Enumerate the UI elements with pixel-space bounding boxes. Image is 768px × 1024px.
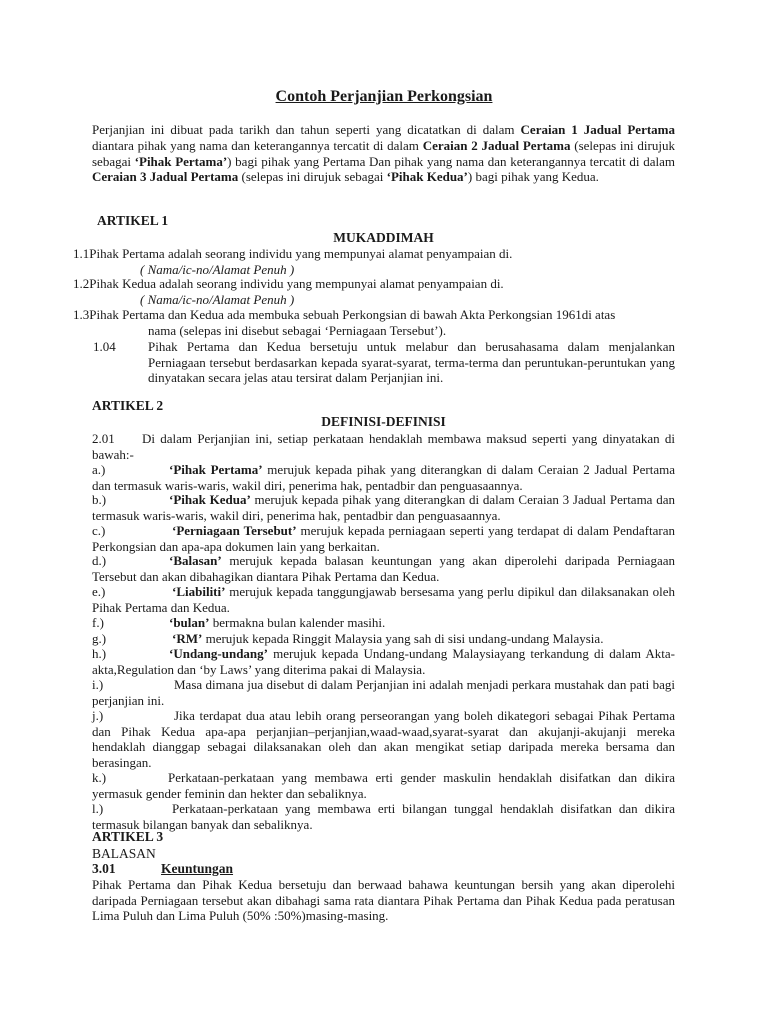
item-text: Perkataan-perkataan yang membawa erti gender maskulin hendaklah disifatkan dan dikira yermasuk gender feminin dan hekter dan sebaliknya. — [92, 770, 675, 801]
intro-bold: Ceraian 2 Jadual Pertama — [422, 137, 571, 153]
item-label: i.) — [92, 677, 104, 692]
intro-text: diantara pihak yang nama dan keterangannya tercatit di dalam — [92, 137, 423, 153]
item-text: merujuk kepada Undang-undang Malaysiayang terkandung di dalam Akta-akta,Regulation dan ‘by Laws’ yang diterima pakai di Malaysia. — [92, 646, 675, 677]
artikel-3-heading: ARTIKEL 3 — [92, 829, 164, 844]
clause-1-04-num: 1.04 — [93, 339, 116, 354]
clause-3-01-num: 3.01 — [92, 861, 116, 876]
item-label: f.) — [92, 615, 104, 630]
item-label: d.) — [92, 553, 107, 568]
item-text: merujuk kepada perniagaan seperti yang terdapat di dalam Pendaftaran Perkongsian dan apa-apa dokumen lain yang berkaitan. — [92, 523, 675, 554]
intro-bold: Ceraian 1 Jadual Pertama — [520, 122, 675, 137]
mukaddimah-heading: MUKADDIMAH — [333, 230, 434, 245]
item-text: merujuk kepada tanggungjawab bersesama yang perlu dipikul dan dilaksanakan oleh Pihak Pertama dan Kedua. — [92, 584, 675, 615]
definition-item — [92, 646, 675, 677]
item-term: ‘Liabiliti’ — [172, 584, 226, 599]
item-term: ‘Undang-undang’ — [169, 646, 268, 661]
item-label: l.) — [92, 801, 104, 816]
clause-3-01-title: Keuntungan — [161, 861, 234, 876]
item-label: h.) — [92, 646, 107, 661]
definition-item — [92, 615, 675, 631]
clause-1-04: Pihak Pertama dan Kedua bersetuju untuk melabur dan berusahasama dalam menjalankan Perniagaan tersebut berdasarkan kepada syarat-syarat, terma-terma dan peruntukan-peruntukan yang dinyatakan secara jelas atau tersirat dalam Perjanjian ini. — [148, 339, 675, 385]
item-text: merujuk kepada pihak yang diterangkan di dalam Ceraian 3 Jadual Pertama dan termasuk waris-waris, wakil diri, penerima hak, pentadbir dan penguasaannya. — [92, 492, 675, 523]
item-term: ‘bulan’ — [169, 615, 210, 630]
definition-item — [92, 677, 675, 708]
definition-item — [92, 708, 675, 770]
clause-1-3: 1.3Pihak Pertama dan Kedua ada membuka sebuah Perkongsian di bawah Akta Perkongsian 1961di atas — [73, 307, 616, 322]
intro-paragraph — [92, 122, 675, 185]
item-text: merujuk kepada Ringgit Malaysia yang sah di sisi undang-undang Malaysia. — [202, 631, 604, 646]
definition-item — [92, 631, 675, 647]
clause-1-1-note: ( Nama/ic-no/Alamat Penuh ) — [140, 262, 295, 277]
item-label: c.) — [92, 523, 106, 538]
item-text: merujuk kepada balasan keuntungan yang akan diperolehi daripada Perniagaan Tersebut dan akan dibahagikan diantara Pihak Pertama dan Kedua. — [92, 553, 675, 584]
clause-1-2-note: ( Nama/ic-no/Alamat Penuh ) — [140, 292, 295, 307]
intro-bold: ‘Pihak Pertama’ — [134, 153, 228, 169]
item-term: ‘Balasan’ — [169, 553, 222, 568]
clause-2-01-num: 2.01 — [92, 431, 115, 446]
clause-1-2: 1.2Pihak Kedua adalah seorang individu yang mempunyai alamat penyampaian di. — [73, 276, 504, 291]
definition-item — [92, 801, 675, 832]
balasan-heading: BALASAN — [92, 846, 156, 861]
intro-bold: Ceraian 3 Jadual Pertama — [92, 169, 239, 185]
clause-2-01-text: Di dalam Perjanjian ini, setiap perkataan hendaklah membawa maksud seperti yang dinyatakan di bawah:- — [92, 431, 675, 462]
definition-item — [92, 584, 675, 615]
item-term: ‘Pihak Pertama’ — [169, 462, 263, 477]
definition-item — [92, 492, 675, 523]
item-text: merujuk kepada pihak yang diterangkan di dalam Ceraian 2 Jadual Pertama dan termasuk waris-waris, wakil diri, penerima hak, pentadbir dan penguasaannya. — [92, 462, 676, 493]
intro-text: Perjanjian ini dibuat pada tarikh dan tahun seperti yang dicatatkan di dalam — [92, 122, 521, 137]
item-text: Perkataan-perkataan yang membawa erti bilangan tunggal hendaklah disifatkan dan dikira termasuk bilangan banyak dan sebaliknya. — [92, 801, 675, 832]
definition-item — [92, 523, 675, 554]
artikel-2-heading: ARTIKEL 2 — [92, 398, 164, 413]
document-title: Contoh Perjanjian Perkongsian — [275, 88, 493, 105]
clause-2-01 — [92, 431, 675, 462]
item-term: ‘RM’ — [172, 631, 203, 646]
item-term: ‘Perniagaan Tersebut’ — [172, 523, 297, 538]
item-label: e.) — [92, 584, 106, 599]
artikel-1-heading: ARTIKEL 1 — [97, 213, 169, 228]
intro-text: (selepas ini dirujuk sebagai — [92, 137, 675, 169]
clause-1-3-cont: nama (selepas ini disebut sebagai ‘Perniagaan Tersebut’). — [148, 323, 447, 338]
definition-item — [92, 770, 675, 801]
intro-bold: ‘Pihak Kedua’ — [386, 169, 468, 185]
clause-1-1: 1.1Pihak Pertama adalah seorang individu yang mempunyai alamat penyampaian di. — [73, 246, 513, 261]
item-label: g.) — [92, 631, 107, 646]
clause-3-01: Pihak Pertama dan Pihak Kedua bersetuju dan berwaad bahawa keuntungan bersih yang akan diperolehi daripada Perniagaan tersebut akan dibahagi sama rata diantara Pihak Pertama dan Pihak Kedua pada peratusan Lima Puluh dan Lima Puluh (50% :50%)masing-masing. — [92, 877, 675, 923]
intro-text: ) bagi pihak yang Pertama Dan pihak yang nama dan keterangannya tercatit di dalam — [227, 153, 675, 169]
item-label: k.) — [92, 770, 107, 785]
intro-text: ) bagi pihak yang Kedua. — [467, 169, 599, 185]
item-text: Masa dimana jua disebut di dalam Perjanjian ini adalah menjadi perkara mustahak dan pati bagi perjanjian ini. — [92, 677, 675, 708]
item-label: j.) — [92, 708, 104, 723]
item-text: Jika terdapat dua atau lebih orang perseorangan yang boleh dikategori sebagai Pihak Pertama dan Pihak Kedua apa-apa perjanjian–perjanjian,waad-waad,syarat-syarat dan akujanji-akujanji mereka hendaklah dianggap sebagai dilaksanakan oleh dan akan mengikat setiap daripada mereka bersama dan berasingan. — [92, 708, 675, 770]
item-label: b.) — [92, 492, 107, 507]
item-text: bermakna bulan kalender masihi. — [209, 615, 386, 630]
intro-text: (selepas ini dirujuk sebagai — [238, 169, 387, 185]
definition-item — [92, 553, 675, 584]
item-label: a.) — [92, 462, 106, 477]
definisi-heading: DEFINISI-DEFINISI — [321, 414, 446, 429]
definition-item — [92, 462, 675, 493]
item-term: ‘Pihak Kedua’ — [169, 492, 251, 507]
